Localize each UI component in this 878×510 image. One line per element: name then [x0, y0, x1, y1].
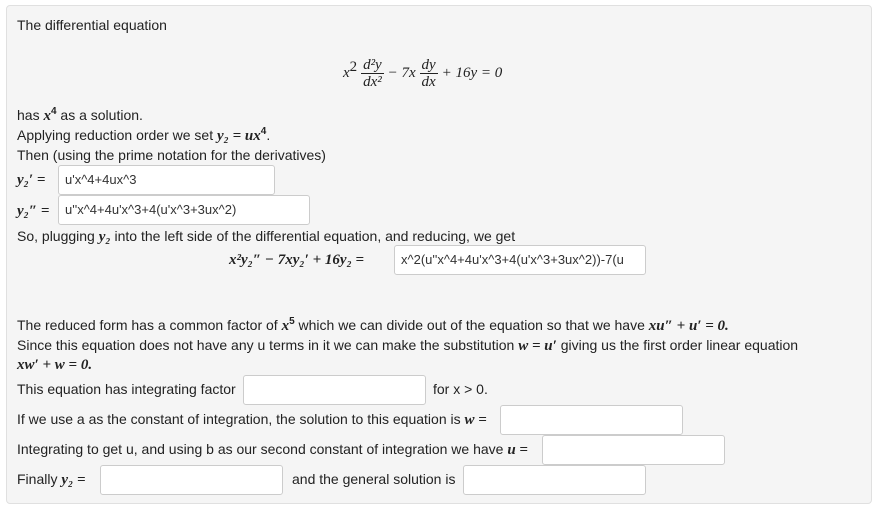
lhs-label: x²y₂″ − 7xy₂′ + 16y₂ =	[229, 252, 365, 268]
general-solution-input[interactable]	[463, 465, 646, 495]
y2-double-prime-label: y₂″ =	[17, 203, 50, 219]
integrating-factor-post: for x > 0.	[433, 381, 488, 397]
w-solution-input[interactable]	[500, 405, 683, 435]
linear-equation: xw′ + w = 0.	[17, 357, 93, 373]
reduction-text: Applying reduction order we set $y_2 = ux^4$.	[17, 126, 271, 144]
since-text: Since this equation does not have any u terms in it we can make the substitution w = u′ giving us the first order linear equation	[17, 337, 799, 354]
u-solution-input[interactable]	[542, 435, 725, 465]
plugging-text: So, plugging y₂ into the left side of the differential equation, and reducing, we get	[17, 228, 516, 245]
reduced-text: The reduced form has a common factor of $x^5$ which we can divide out of the equation so that we have xu″ + u′ = 0.	[17, 316, 729, 334]
then-text: Then (using the prime notation for the derivatives)	[17, 147, 326, 163]
intro-text: The differential equation	[17, 17, 167, 33]
finally-text: Finally y₂ =	[17, 471, 86, 488]
differential-equation: $x^2$ $\frac{\text{d²y}}{\text{dx²}}$ − 7x $\frac{dy}{dx}$ + 16y = 0	[343, 56, 503, 90]
lhs-input[interactable]: x^2(u''x^4+4u'x^3+4(u'x^3+3ux^2))-7(u	[394, 245, 646, 275]
y2-final-input[interactable]	[100, 465, 283, 495]
has-solution-text: has $x^4$ as a solution.	[17, 106, 143, 124]
u-solution-text: Integrating to get u, and using b as our second constant of integration we have u =	[17, 441, 528, 458]
general-solution-label: and the general solution is	[292, 471, 456, 487]
y2-prime-label: y₂′ =	[17, 172, 46, 188]
constant-a-text: If we use a as the constant of integration, the solution to this equation is w =	[17, 411, 487, 428]
integrating-factor-label: This equation has integrating factor	[17, 381, 236, 397]
y2-double-prime-input[interactable]: u''x^4+4u'x^3+4(u'x^3+3ux^2)	[58, 195, 310, 225]
integrating-factor-input[interactable]	[243, 375, 426, 405]
y2-prime-input[interactable]: u'x^4+4ux^3	[58, 165, 275, 195]
